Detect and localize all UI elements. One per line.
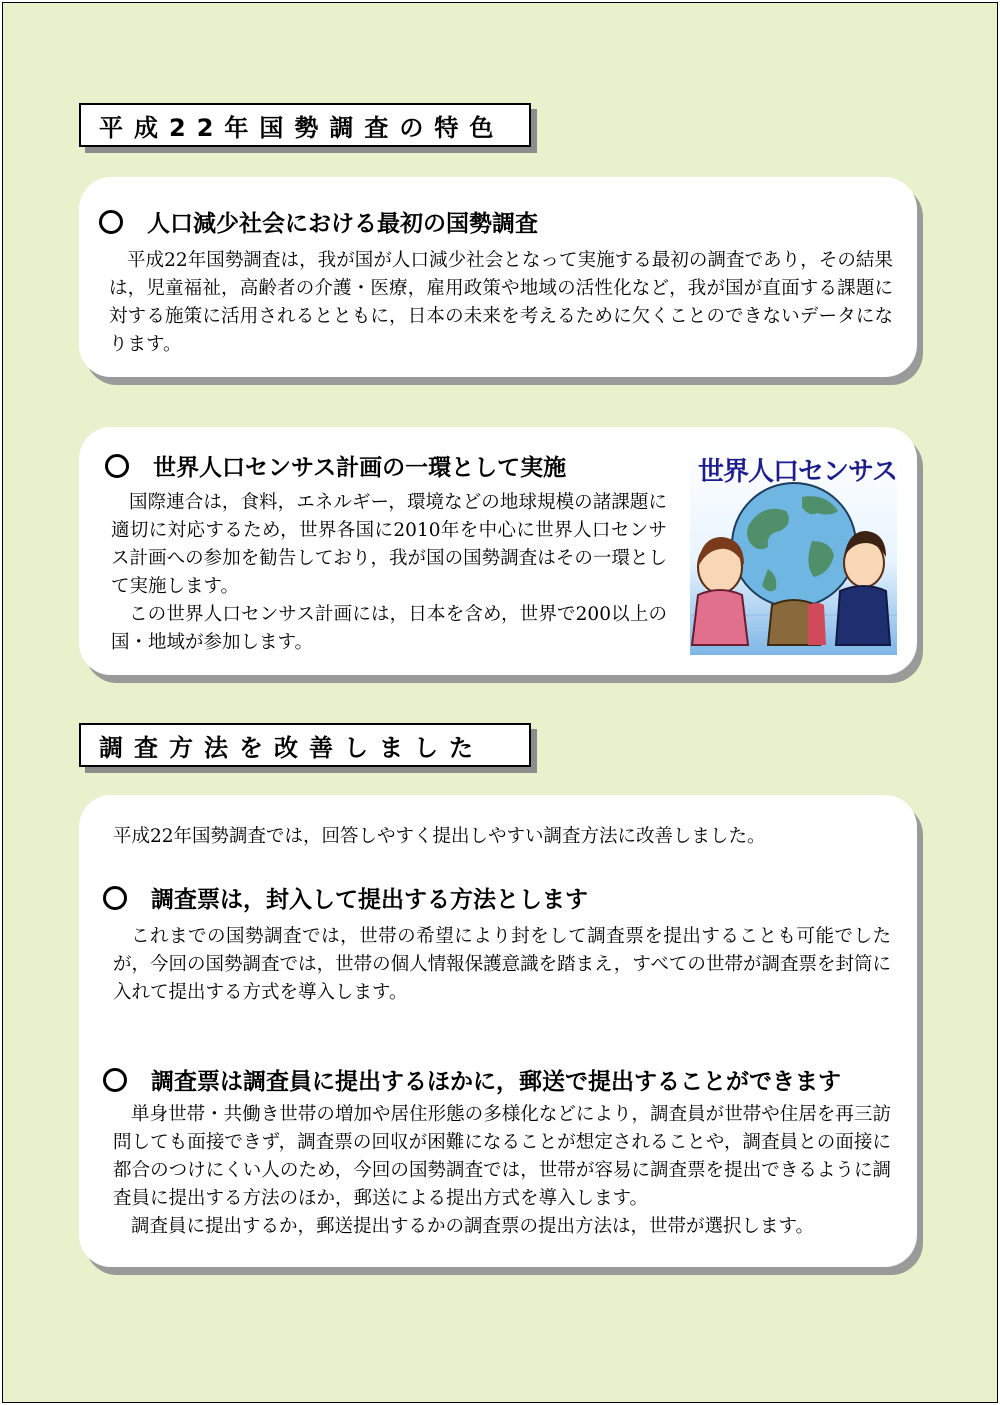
feature-heading-world-census: [105, 449, 566, 482]
circle-bullet-icon: [99, 210, 123, 234]
illustration-caption: 世界人口センサス: [698, 457, 897, 487]
feature-card-world-census: [79, 427, 917, 675]
heading-text: 世界人口センサス計画の一環として実施: [153, 455, 567, 481]
world-census-illustration: [690, 445, 897, 655]
improvement-body-sealed: これまでの国勢調査では，世帯の希望により封をして調査票を提出することも可能でしたが，今回の国勢調査では，世帯の個人情報保護意識を踏まえ，すべての世帯が調査票を封筒に入れて提出する方式を導入します。: [113, 926, 891, 1003]
improvements-intro: 平成22年国勢調査では，回答しやすく提出しやすい調査方法に改善しました。: [113, 826, 766, 847]
improvement-body-mail-1: 単身世帯・共働き世帯の増加や居住形態の多様化などにより，調査員が世帯や住居を再三訪問しても面接できず，調査票の回収が困難になることが想定されることや，調査員との面接に都合のつけにくい人のため，今回の国勢調査では，世帯が容易に調査票を提出できるように調査員に提出する方法のほか，郵送による提出方式を導入します。: [113, 1104, 891, 1209]
feature-body-world-census-2: この世界人口センサス計画には，日本を含め，世界で200以上の国・地域が参加します。: [111, 604, 667, 653]
improvements-card: [79, 795, 917, 1267]
feature-body-world-census-1: 国際連合は，食料，エネルギー，環境などの地球規模の諸課題に適切に対応するため，世界各国に2010年を中心に世界人口センサス計画への参加を勧告しており，我が国の国勢調査はその一環として実施します。: [111, 492, 667, 597]
heading-text: 調査票は，封入して提出する方法とします: [151, 887, 588, 913]
section-title-features: 平成22年国勢調査の特色: [79, 103, 531, 147]
feature-card-population-decline: [79, 177, 917, 377]
section-title-improvements: 調査方法を改善しました: [79, 723, 531, 767]
page: [2, 2, 998, 1403]
improvement-heading-sealed: [103, 881, 588, 914]
circle-bullet-icon: [103, 1068, 127, 1092]
improvement-heading-mail: [103, 1063, 841, 1096]
improvement-body-mail-2: 調査員に提出するか，郵送提出するかの調査票の提出方法は，世帯が選択します。: [131, 1216, 815, 1237]
feature-body-population-decline: 平成22年国勢調査は，我が国が人口減少社会となって実施する最初の調査であり，その結果は，児童福祉，高齢者の介護・医療，雇用政策や地域の活性化など，我が国が直面する課題に対する施策に活用されるとともに，日本の未来を考えるために欠くことのできないデータになります。: [109, 250, 893, 355]
circle-bullet-icon: [105, 454, 129, 478]
feature-heading-population-decline: [99, 205, 538, 238]
circle-bullet-icon: [103, 886, 127, 910]
heading-text: 調査票は調査員に提出するほかに，郵送で提出することができます: [151, 1069, 841, 1095]
heading-text: 人口減少社会における最初の国勢調査: [147, 211, 538, 237]
